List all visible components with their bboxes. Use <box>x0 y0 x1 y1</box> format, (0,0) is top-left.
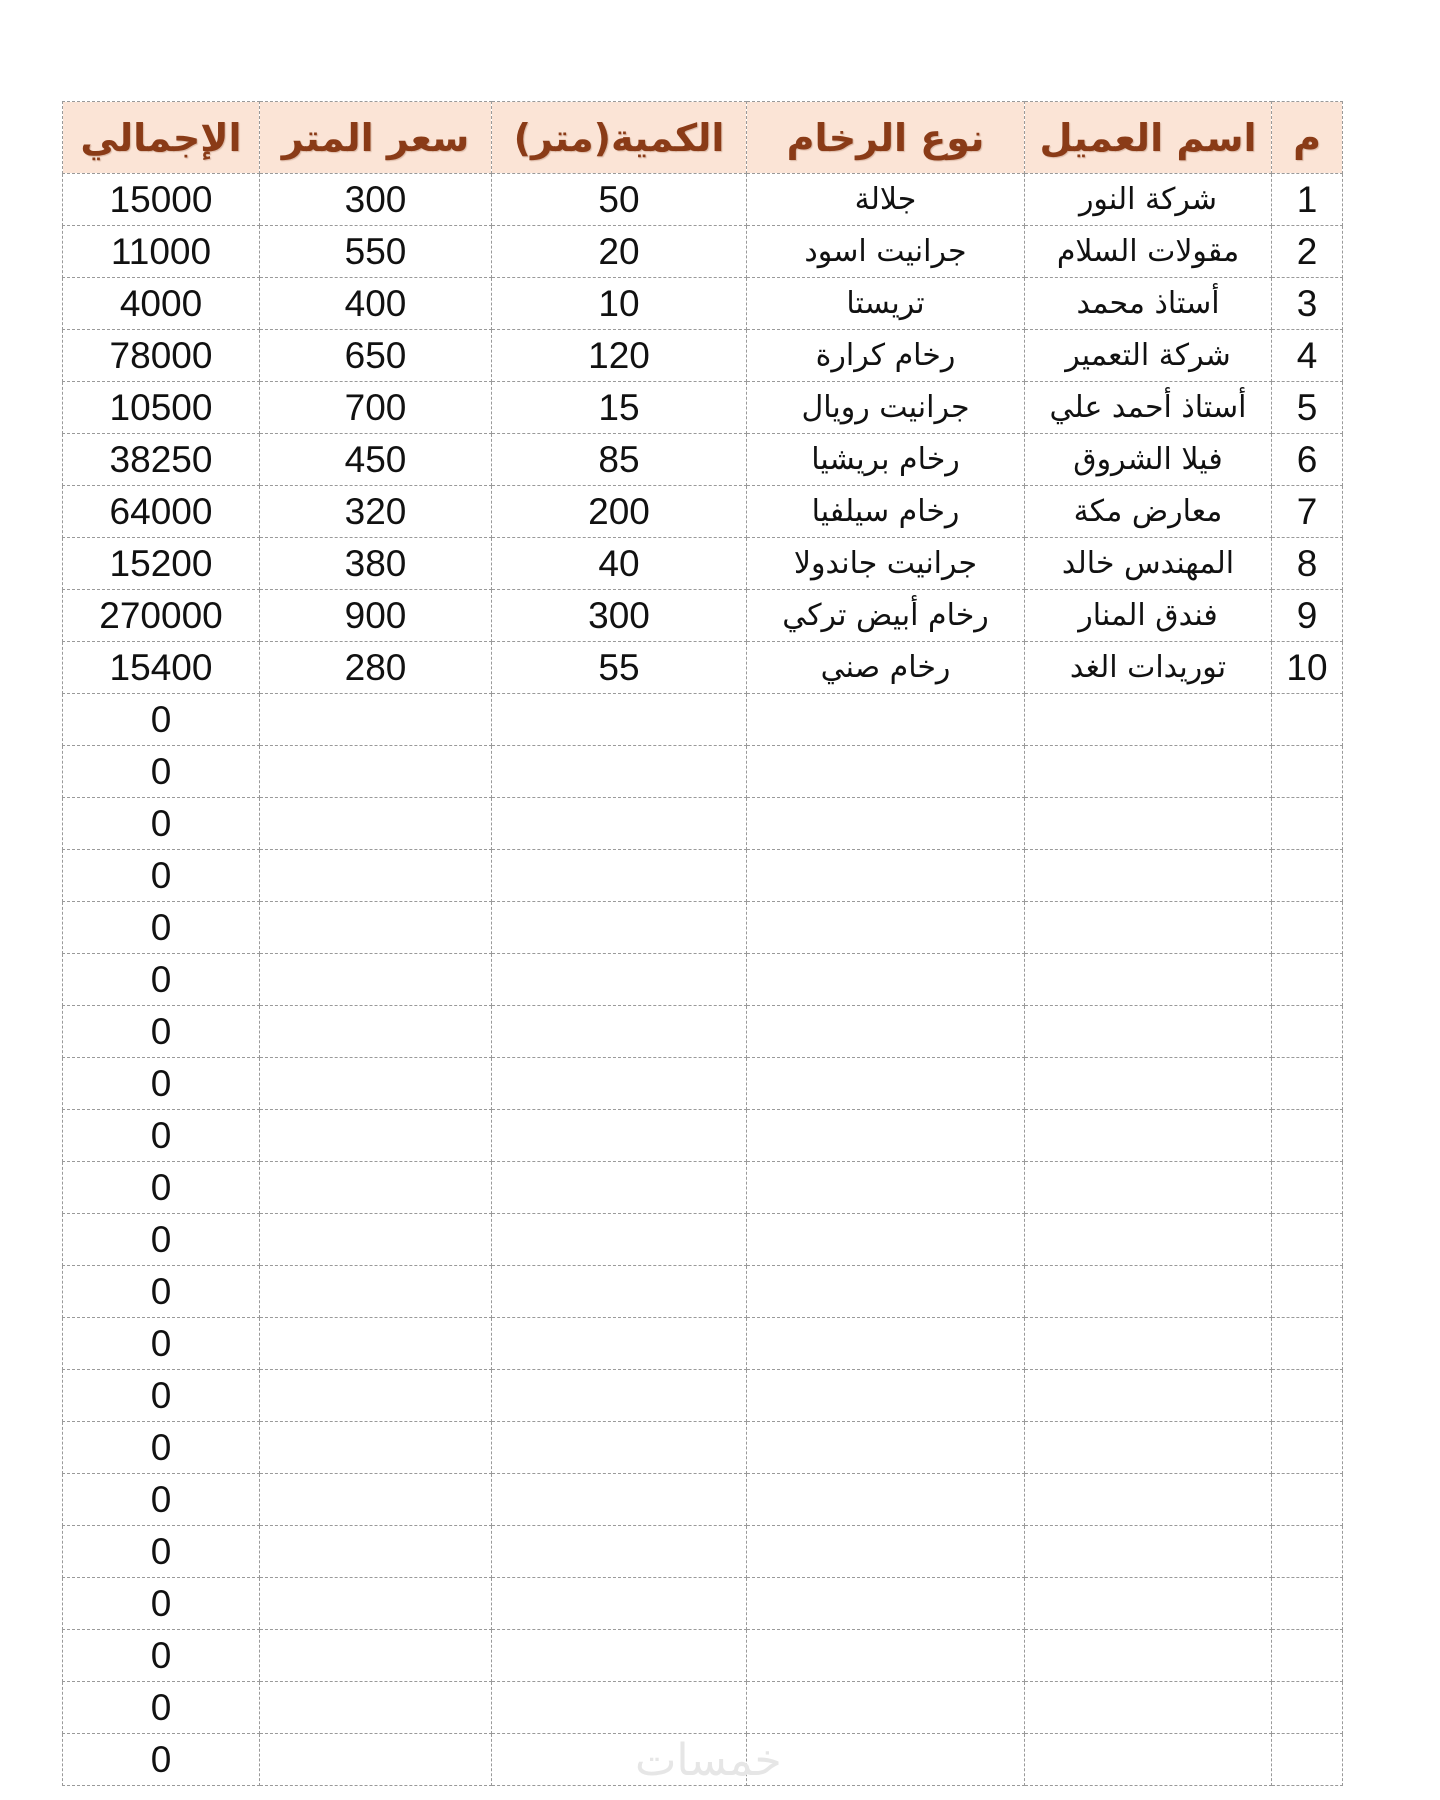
cell-index[interactable] <box>1272 694 1343 746</box>
cell-marble-type[interactable] <box>747 954 1025 1006</box>
cell-index[interactable]: 7 <box>1272 486 1343 538</box>
cell-price[interactable]: 900 <box>260 590 492 642</box>
cell-quantity[interactable] <box>492 746 747 798</box>
empty-table-row <box>63 1266 1343 1318</box>
cell-index[interactable] <box>1272 1526 1343 1578</box>
cell-marble-type[interactable] <box>747 798 1025 850</box>
cell-price[interactable] <box>260 1422 492 1474</box>
cell-total[interactable]: 0 <box>63 1214 260 1266</box>
cell-total[interactable]: 0 <box>63 1526 260 1578</box>
cell-index[interactable]: 1 <box>1272 174 1343 226</box>
empty-table-row <box>63 798 1343 850</box>
header-price[interactable]: سعر المتر <box>260 102 492 174</box>
cell-marble-type[interactable] <box>747 1630 1025 1682</box>
table-row <box>63 642 1343 694</box>
cell-index[interactable] <box>1272 1214 1343 1266</box>
cell-price[interactable] <box>260 902 492 954</box>
cell-quantity[interactable]: 200 <box>492 486 747 538</box>
cell-quantity[interactable] <box>492 1006 747 1058</box>
watermark: خمسات <box>635 1735 782 1786</box>
cell-marble-type[interactable]: جرانيت اسود <box>747 226 1025 278</box>
cell-index[interactable]: 2 <box>1272 226 1343 278</box>
cell-quantity[interactable] <box>492 1058 747 1110</box>
cell-total[interactable]: 0 <box>63 1422 260 1474</box>
cell-index[interactable] <box>1272 1734 1343 1786</box>
cell-marble-type[interactable]: رخام كرارة <box>747 330 1025 382</box>
cell-total[interactable]: 38250 <box>63 434 260 486</box>
cell-marble-type[interactable]: جرانيت رويال <box>747 382 1025 434</box>
cell-client-name[interactable] <box>1025 1578 1272 1630</box>
cell-marble-type[interactable] <box>747 1578 1025 1630</box>
cell-price[interactable]: 450 <box>260 434 492 486</box>
empty-table-row <box>63 902 1343 954</box>
cell-total[interactable]: 78000 <box>63 330 260 382</box>
cell-client-name[interactable] <box>1025 1370 1272 1422</box>
cell-price[interactable] <box>260 1630 492 1682</box>
empty-table-row <box>63 746 1343 798</box>
cell-marble-type[interactable] <box>747 1422 1025 1474</box>
cell-marble-type[interactable]: جلالة <box>747 174 1025 226</box>
header-index[interactable]: م <box>1272 102 1343 174</box>
cell-quantity[interactable] <box>492 1578 747 1630</box>
cell-index[interactable] <box>1272 746 1343 798</box>
cell-price[interactable] <box>260 798 492 850</box>
cell-marble-type[interactable]: رخام أبيض تركي <box>747 590 1025 642</box>
cell-index[interactable] <box>1272 1318 1343 1370</box>
cell-quantity[interactable] <box>492 1162 747 1214</box>
cell-quantity[interactable]: 40 <box>492 538 747 590</box>
cell-total[interactable]: 0 <box>63 1630 260 1682</box>
cell-price[interactable] <box>260 1214 492 1266</box>
cell-client-name[interactable]: معارض مكة <box>1025 486 1272 538</box>
empty-table-row <box>63 1162 1343 1214</box>
cell-total[interactable]: 64000 <box>63 486 260 538</box>
cell-client-name[interactable] <box>1025 1162 1272 1214</box>
cell-quantity[interactable] <box>492 798 747 850</box>
empty-table-row <box>63 1682 1343 1734</box>
empty-table-row <box>63 1006 1343 1058</box>
cell-client-name[interactable] <box>1025 1266 1272 1318</box>
table-body <box>63 174 1343 1786</box>
cell-quantity[interactable]: 55 <box>492 642 747 694</box>
cell-index[interactable] <box>1272 1630 1343 1682</box>
cell-index[interactable] <box>1272 1474 1343 1526</box>
empty-table-row <box>63 694 1343 746</box>
cell-quantity[interactable] <box>492 1526 747 1578</box>
cell-index[interactable] <box>1272 850 1343 902</box>
cell-price[interactable] <box>260 1058 492 1110</box>
sales-table <box>62 101 1343 1786</box>
cell-price[interactable] <box>260 746 492 798</box>
empty-table-row <box>63 1110 1343 1162</box>
cell-quantity[interactable]: 300 <box>492 590 747 642</box>
cell-index[interactable]: 10 <box>1272 642 1343 694</box>
cell-total[interactable]: 0 <box>63 1682 260 1734</box>
cell-marble-type[interactable] <box>747 1162 1025 1214</box>
cell-total[interactable]: 0 <box>63 746 260 798</box>
cell-price[interactable]: 280 <box>260 642 492 694</box>
cell-client-name[interactable]: فندق المنار <box>1025 590 1272 642</box>
cell-marble-type[interactable] <box>747 1058 1025 1110</box>
cell-total[interactable]: 0 <box>63 798 260 850</box>
cell-price[interactable] <box>260 1682 492 1734</box>
cell-marble-type[interactable] <box>747 850 1025 902</box>
cell-index[interactable] <box>1272 1110 1343 1162</box>
cell-marble-type[interactable] <box>747 1318 1025 1370</box>
table-row <box>63 330 1343 382</box>
cell-client-name[interactable] <box>1025 1682 1272 1734</box>
cell-quantity[interactable] <box>492 1422 747 1474</box>
cell-quantity[interactable]: 120 <box>492 330 747 382</box>
cell-quantity[interactable] <box>492 1110 747 1162</box>
cell-marble-type[interactable] <box>747 1370 1025 1422</box>
cell-index[interactable]: 4 <box>1272 330 1343 382</box>
cell-price[interactable] <box>260 1006 492 1058</box>
cell-total[interactable]: 15200 <box>63 538 260 590</box>
cell-client-name[interactable]: شركة النور <box>1025 174 1272 226</box>
table-row <box>63 174 1343 226</box>
cell-price[interactable]: 700 <box>260 382 492 434</box>
cell-index[interactable] <box>1272 902 1343 954</box>
cell-quantity[interactable] <box>492 902 747 954</box>
cell-client-name[interactable] <box>1025 1058 1272 1110</box>
cell-total[interactable]: 0 <box>63 1370 260 1422</box>
cell-index[interactable] <box>1272 1006 1343 1058</box>
cell-index[interactable] <box>1272 1058 1343 1110</box>
cell-client-name[interactable]: مقولات السلام <box>1025 226 1272 278</box>
cell-client-name[interactable]: أستاذ محمد <box>1025 278 1272 330</box>
cell-price[interactable] <box>260 1474 492 1526</box>
cell-price[interactable]: 300 <box>260 174 492 226</box>
cell-marble-type[interactable] <box>747 902 1025 954</box>
cell-index[interactable] <box>1272 954 1343 1006</box>
cell-index[interactable]: 3 <box>1272 278 1343 330</box>
cell-price[interactable]: 380 <box>260 538 492 590</box>
cell-quantity[interactable]: 50 <box>492 174 747 226</box>
cell-price[interactable]: 320 <box>260 486 492 538</box>
cell-client-name[interactable] <box>1025 902 1272 954</box>
cell-marble-type[interactable] <box>747 694 1025 746</box>
cell-index[interactable] <box>1272 1422 1343 1474</box>
cell-quantity[interactable] <box>492 694 747 746</box>
empty-table-row <box>63 1526 1343 1578</box>
cell-index[interactable] <box>1272 798 1343 850</box>
cell-total[interactable]: 0 <box>63 1058 260 1110</box>
cell-index[interactable] <box>1272 1578 1343 1630</box>
cell-client-name[interactable]: فيلا الشروق <box>1025 434 1272 486</box>
cell-index[interactable] <box>1272 1682 1343 1734</box>
cell-quantity[interactable]: 20 <box>492 226 747 278</box>
cell-quantity[interactable] <box>492 1630 747 1682</box>
cell-client-name[interactable] <box>1025 1006 1272 1058</box>
cell-quantity[interactable] <box>492 850 747 902</box>
cell-marble-type[interactable] <box>747 1266 1025 1318</box>
header-quantity[interactable]: الكمية(متر) <box>492 102 747 174</box>
cell-index[interactable] <box>1272 1266 1343 1318</box>
cell-client-name[interactable] <box>1025 1110 1272 1162</box>
cell-marble-type[interactable] <box>747 1526 1025 1578</box>
cell-total[interactable]: 15000 <box>63 174 260 226</box>
cell-client-name[interactable] <box>1025 1318 1272 1370</box>
cell-client-name[interactable] <box>1025 1526 1272 1578</box>
cell-quantity[interactable]: 15 <box>492 382 747 434</box>
cell-price[interactable] <box>260 954 492 1006</box>
empty-table-row <box>63 850 1343 902</box>
cell-quantity[interactable]: 10 <box>492 278 747 330</box>
cell-client-name[interactable] <box>1025 798 1272 850</box>
cell-price[interactable] <box>260 1370 492 1422</box>
empty-table-row <box>63 1318 1343 1370</box>
empty-table-row <box>63 1214 1343 1266</box>
cell-index[interactable] <box>1272 1162 1343 1214</box>
cell-price[interactable] <box>260 1526 492 1578</box>
cell-marble-type[interactable]: رخام سيلفيا <box>747 486 1025 538</box>
table-row <box>63 382 1343 434</box>
cell-total[interactable]: 0 <box>63 1578 260 1630</box>
cell-client-name[interactable] <box>1025 694 1272 746</box>
cell-quantity[interactable] <box>492 1682 747 1734</box>
cell-marble-type[interactable] <box>747 1474 1025 1526</box>
cell-price[interactable] <box>260 850 492 902</box>
cell-marble-type[interactable]: تريستا <box>747 278 1025 330</box>
cell-index[interactable]: 6 <box>1272 434 1343 486</box>
empty-table-row <box>63 954 1343 1006</box>
cell-quantity[interactable] <box>492 1318 747 1370</box>
cell-total[interactable]: 270000 <box>63 590 260 642</box>
cell-quantity[interactable] <box>492 1214 747 1266</box>
cell-total[interactable]: 15400 <box>63 642 260 694</box>
cell-marble-type[interactable] <box>747 746 1025 798</box>
cell-total[interactable]: 0 <box>63 1474 260 1526</box>
cell-marble-type[interactable]: رخام صني <box>747 642 1025 694</box>
cell-total[interactable]: 0 <box>63 1006 260 1058</box>
empty-table-row <box>63 1474 1343 1526</box>
cell-client-name[interactable]: المهندس خالد <box>1025 538 1272 590</box>
cell-quantity[interactable] <box>492 1474 747 1526</box>
cell-index[interactable]: 5 <box>1272 382 1343 434</box>
cell-client-name[interactable] <box>1025 1422 1272 1474</box>
cell-price[interactable] <box>260 694 492 746</box>
cell-price[interactable] <box>260 1162 492 1214</box>
header-total[interactable]: الإجمالي <box>63 102 260 174</box>
cell-client-name[interactable]: أستاذ أحمد علي <box>1025 382 1272 434</box>
cell-price[interactable] <box>260 1266 492 1318</box>
table-row <box>63 226 1343 278</box>
cell-quantity[interactable]: 85 <box>492 434 747 486</box>
cell-index[interactable]: 8 <box>1272 538 1343 590</box>
cell-price[interactable] <box>260 1734 492 1786</box>
cell-price[interactable] <box>260 1578 492 1630</box>
cell-price[interactable]: 650 <box>260 330 492 382</box>
cell-client-name[interactable]: شركة التعمير <box>1025 330 1272 382</box>
header-marble-type[interactable]: نوع الرخام <box>747 102 1025 174</box>
empty-table-row <box>63 1058 1343 1110</box>
header-client-name[interactable]: اسم العميل <box>1025 102 1272 174</box>
cell-quantity[interactable] <box>492 1266 747 1318</box>
cell-marble-type[interactable] <box>747 1006 1025 1058</box>
empty-table-row <box>63 1422 1343 1474</box>
cell-index[interactable]: 9 <box>1272 590 1343 642</box>
table-row <box>63 538 1343 590</box>
cell-price[interactable] <box>260 1110 492 1162</box>
cell-total[interactable]: 0 <box>63 902 260 954</box>
table-row <box>63 590 1343 642</box>
cell-total[interactable]: 0 <box>63 694 260 746</box>
cell-total[interactable]: 4000 <box>63 278 260 330</box>
cell-total[interactable]: 0 <box>63 1734 260 1786</box>
cell-marble-type[interactable]: جرانيت جاندولا <box>747 538 1025 590</box>
empty-table-row <box>63 1578 1343 1630</box>
cell-marble-type[interactable] <box>747 1734 1025 1786</box>
cell-client-name[interactable] <box>1025 746 1272 798</box>
cell-client-name[interactable] <box>1025 954 1272 1006</box>
cell-total[interactable]: 0 <box>63 1162 260 1214</box>
table-row <box>63 434 1343 486</box>
empty-table-row <box>63 1630 1343 1682</box>
cell-client-name[interactable] <box>1025 1214 1272 1266</box>
cell-client-name[interactable] <box>1025 1734 1272 1786</box>
cell-marble-type[interactable]: رخام بريشيا <box>747 434 1025 486</box>
cell-marble-type[interactable] <box>747 1214 1025 1266</box>
cell-quantity[interactable] <box>492 1370 747 1422</box>
cell-total[interactable]: 0 <box>63 850 260 902</box>
cell-marble-type[interactable] <box>747 1110 1025 1162</box>
empty-table-row <box>63 1370 1343 1422</box>
cell-total[interactable]: 0 <box>63 954 260 1006</box>
spreadsheet <box>62 101 1342 1786</box>
cell-total[interactable]: 0 <box>63 1266 260 1318</box>
cell-price[interactable]: 550 <box>260 226 492 278</box>
cell-total[interactable]: 0 <box>63 1110 260 1162</box>
table-row <box>63 278 1343 330</box>
cell-price[interactable] <box>260 1318 492 1370</box>
cell-client-name[interactable] <box>1025 850 1272 902</box>
header-row <box>63 102 1343 174</box>
cell-client-name[interactable] <box>1025 1474 1272 1526</box>
cell-marble-type[interactable] <box>747 1682 1025 1734</box>
cell-index[interactable] <box>1272 1370 1343 1422</box>
cell-total[interactable]: 11000 <box>63 226 260 278</box>
cell-total[interactable]: 0 <box>63 1318 260 1370</box>
cell-client-name[interactable]: توريدات الغد <box>1025 642 1272 694</box>
cell-total[interactable]: 10500 <box>63 382 260 434</box>
cell-client-name[interactable] <box>1025 1630 1272 1682</box>
cell-quantity[interactable] <box>492 954 747 1006</box>
cell-price[interactable]: 400 <box>260 278 492 330</box>
table-row <box>63 486 1343 538</box>
